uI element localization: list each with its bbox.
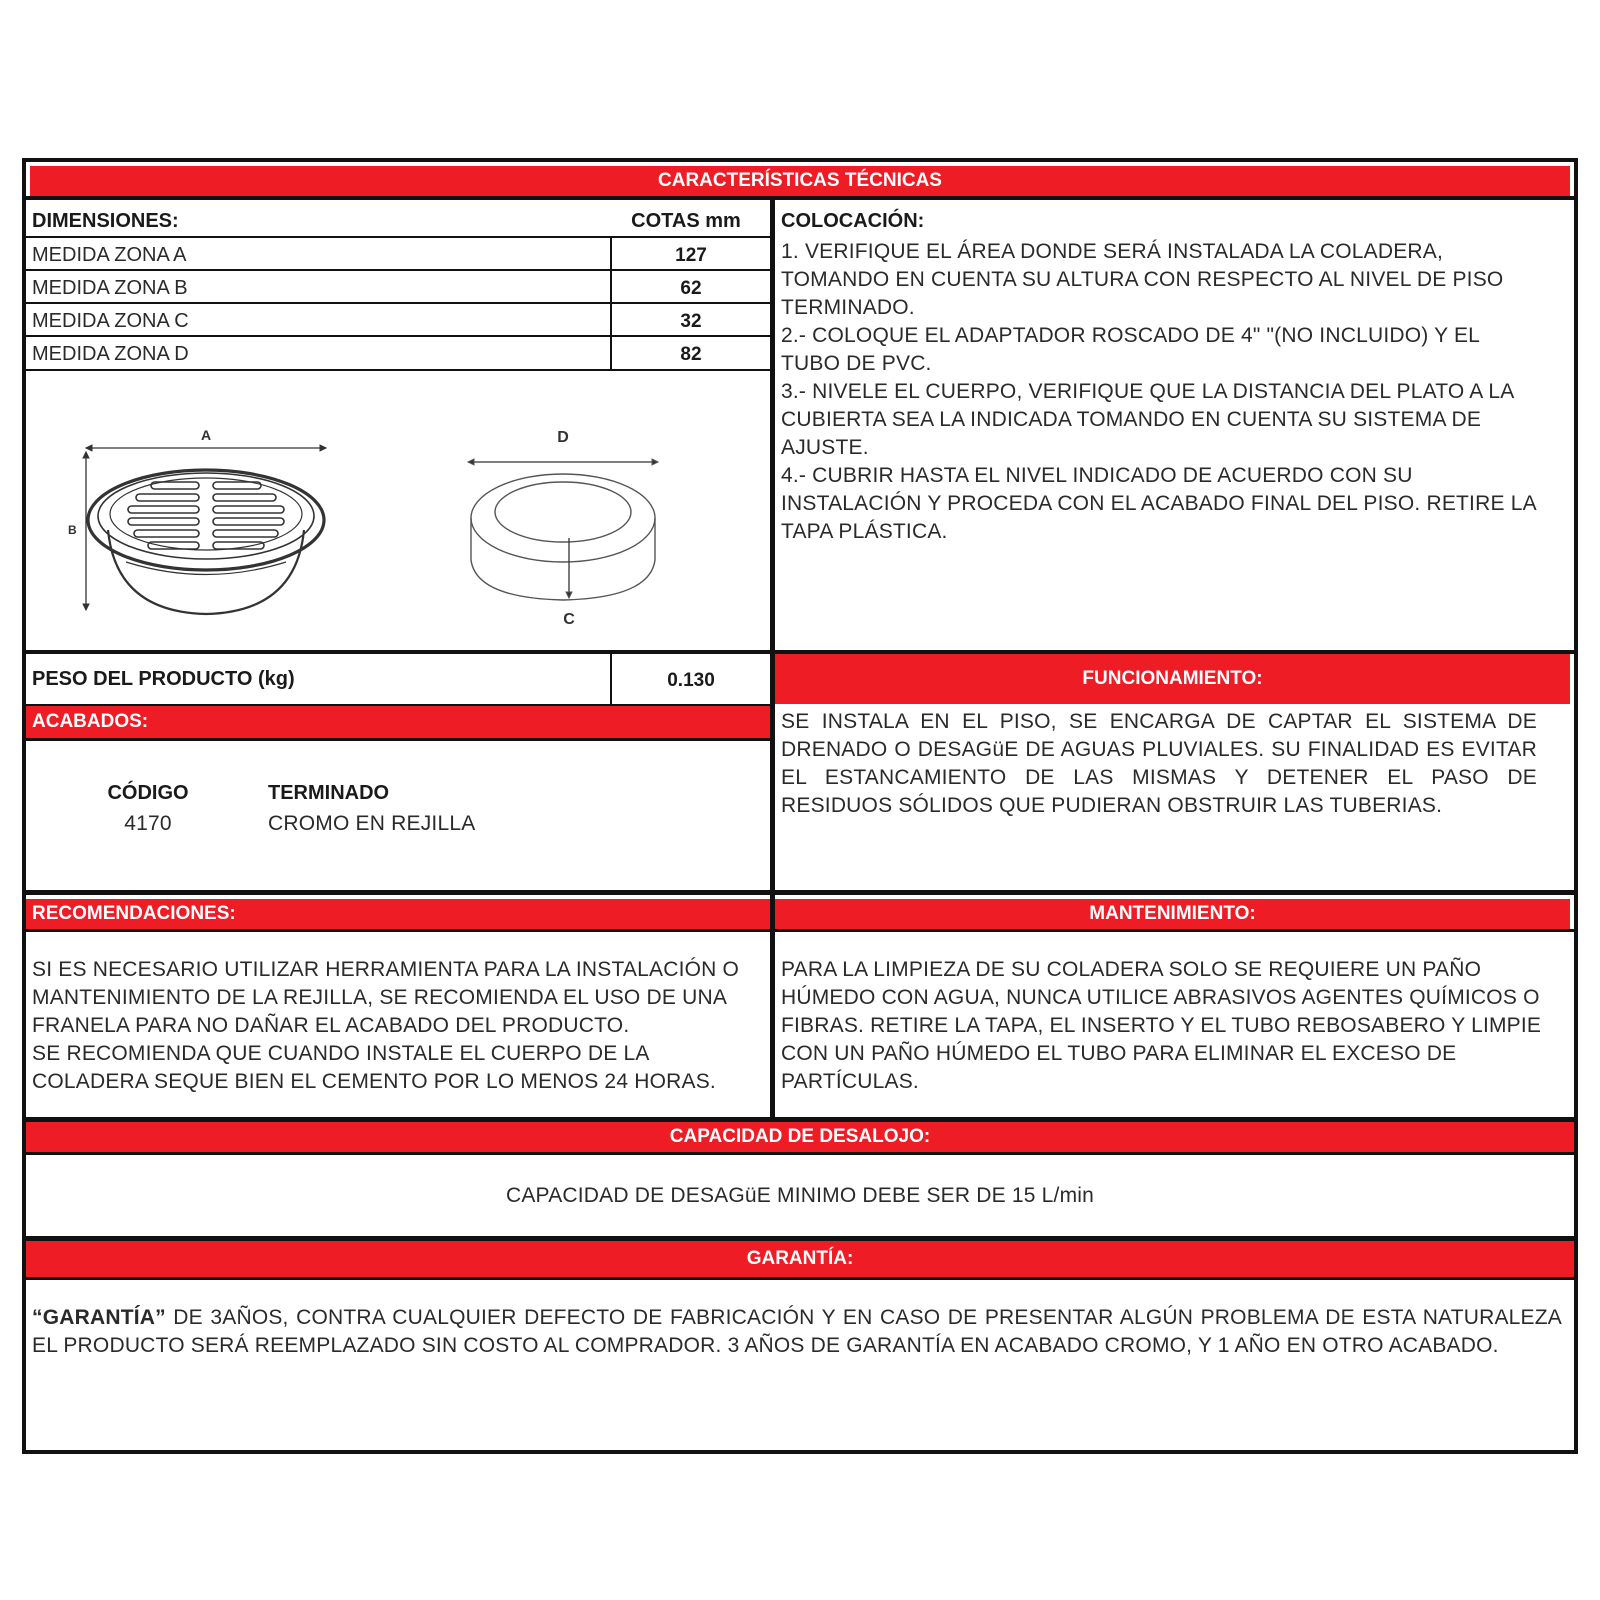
dim-row-d-value: 82 xyxy=(680,344,702,365)
peso-label: PESO DEL PRODUCTO (kg) xyxy=(32,668,295,690)
colocacion-heading: COLOCACIÓN: xyxy=(781,210,925,232)
diagram-label-d: D xyxy=(557,429,569,446)
title-bar xyxy=(30,166,1570,196)
acabados-col-code: CÓDIGO xyxy=(107,782,189,804)
garantia-heading: GARANTÍA: xyxy=(746,1248,854,1269)
acabados-heading: ACABADOS: xyxy=(32,711,149,732)
acabados-finish: CROMO EN REJILLA xyxy=(268,812,476,835)
dimensions-units: COTAS mm xyxy=(631,210,741,232)
product-diagram xyxy=(56,412,746,642)
acabados-bar xyxy=(26,706,770,738)
colocacion-steps xyxy=(781,238,1543,546)
colocacion-step-4: 4.- CUBRIR HASTA EL NIVEL INDICADO DE ACUERDO CON SU INSTALACIÓN Y PROCEDA CON EL ACABADO FINAL DEL PISO. RETIRE LA TAPA PLÁSTICA. xyxy=(781,464,1536,543)
funcionamiento-bar xyxy=(775,654,1570,704)
body-drawing xyxy=(468,459,658,600)
spec-sheet xyxy=(22,158,1578,1454)
mantenimiento-text: PARA LA LIMPIEZA DE SU COLADERA SOLO SE REQUIERE UN PAÑO HÚMEDO CON AGUA, NUNCA UTILICE ABRASIVOS AGENTES QUÍMICOS O FIBRAS. RETIRE LA TAPA, EL INSERTO Y EL TUBO REBOSABERO Y LIMPIE CON UN PAÑO HÚMEDO EL TUBO PARA ELIMINAR EL EXCESO DE PARTÍCULAS. xyxy=(781,958,1542,1093)
diagram-label-c: C xyxy=(563,611,575,628)
colocacion-step-3: 3.- NIVELE EL CUERPO, VERIFIQUE QUE LA DISTANCIA DEL PLATO A LA CUBIERTA SEA LA INDICADA TOMANDO EN CUENTA SU SISTEMA DE AJUSTE. xyxy=(781,380,1514,459)
recomendaciones-text xyxy=(32,956,764,1096)
capacidad-bar xyxy=(26,1122,1574,1152)
dim-row-b-label: MEDIDA ZONA B xyxy=(32,277,188,299)
mantenimiento-bar xyxy=(775,899,1570,929)
diagram-label-a: A xyxy=(200,427,212,443)
recomendaciones-p1: SI ES NECESARIO UTILIZAR HERRAMIENTA PARA LA INSTALACIÓN O MANTENIMIENTO DE LA REJILLA, SE RECOMIENDA EL USO DE UNA FRANELA PARA NO DAÑAR EL ACABADO DEL PRODUCTO. xyxy=(32,958,740,1037)
dim-row-c-label: MEDIDA ZONA C xyxy=(32,310,189,332)
mantenimiento-heading: MANTENIMIENTO: xyxy=(1089,903,1256,924)
recomendaciones-bar xyxy=(26,899,770,929)
colocacion-step-2: 2.- COLOQUE EL ADAPTADOR ROSCADO DE 4" "(NO INCLUIDO) Y EL TUBO DE PVC. xyxy=(781,324,1480,375)
peso-value: 0.130 xyxy=(667,670,715,691)
dim-row-a-value: 127 xyxy=(675,245,707,266)
dim-row-c-value: 32 xyxy=(680,311,702,332)
acabados-code: 4170 xyxy=(124,812,172,835)
diagram-label-b: B xyxy=(68,523,77,537)
garantia-lead: “GARANTÍA” xyxy=(32,1306,166,1329)
garantia-body: DE 3AÑOS, CONTRA CUALQUIER DEFECTO DE FABRICACIÓN Y EN CASO DE PRESENTAR ALGÚN PROBLEMA DE ESTA NATURALEZA EL PRODUCTO SERÁ REEMPLAZADO SIN COSTO AL COMPRADOR. 3 AÑOS DE GARANTÍA EN ACABADO CROMO, Y 1 AÑO EN OTRO ACABADO. xyxy=(32,1306,1562,1357)
grate-drawing xyxy=(83,445,326,614)
dim-row-a-label: MEDIDA ZONA A xyxy=(32,244,187,266)
garantia-bar xyxy=(26,1241,1574,1277)
dim-row-d-label: MEDIDA ZONA D xyxy=(32,343,189,365)
dimensions-heading: DIMENSIONES: xyxy=(32,210,179,232)
capacidad-text: CAPACIDAD DE DESAGüE MINIMO DEBE SER DE 15 L/min xyxy=(505,1184,1095,1207)
dim-row-b-value: 62 xyxy=(680,278,702,299)
funcionamiento-text: SE INSTALA EN EL PISO, SE ENCARGA DE CAPTAR EL SISTEMA DE DRENADO O DESAGüE DE AGUAS PLUVIALES. SU FINALIDAD ES EVITAR EL ESTANCAMIENTO DE LAS MISMAS Y DETENER EL PASO DE RESIDUOS SÓLIDOS QUE PUDIERAN OBSTRUIR LAS TUBERIAS. xyxy=(781,710,1537,817)
garantia-text xyxy=(32,1304,1562,1360)
funcionamiento-heading: FUNCIONAMIENTO: xyxy=(1082,668,1263,689)
page-title: CARACTERÍSTICAS TÉCNICAS xyxy=(658,170,942,191)
capacidad-heading: CAPACIDAD DE DESALOJO: xyxy=(669,1126,931,1147)
acabados-col-finish: TERMINADO xyxy=(268,782,390,804)
recomendaciones-p2: SE RECOMIENDA QUE CUANDO INSTALE EL CUERPO DE LA COLADERA SEQUE BIEN EL CEMENTO POR LO MENOS 24 HORAS. xyxy=(32,1042,716,1093)
recomendaciones-heading: RECOMENDACIONES: xyxy=(32,903,236,924)
colocacion-step-1: 1. VERIFIQUE EL ÁREA DONDE SERÁ INSTALADA LA COLADERA, TOMANDO EN CUENTA SU ALTURA CON RESPECTO AL NIVEL DE PISO TERMINADO. xyxy=(781,240,1504,319)
